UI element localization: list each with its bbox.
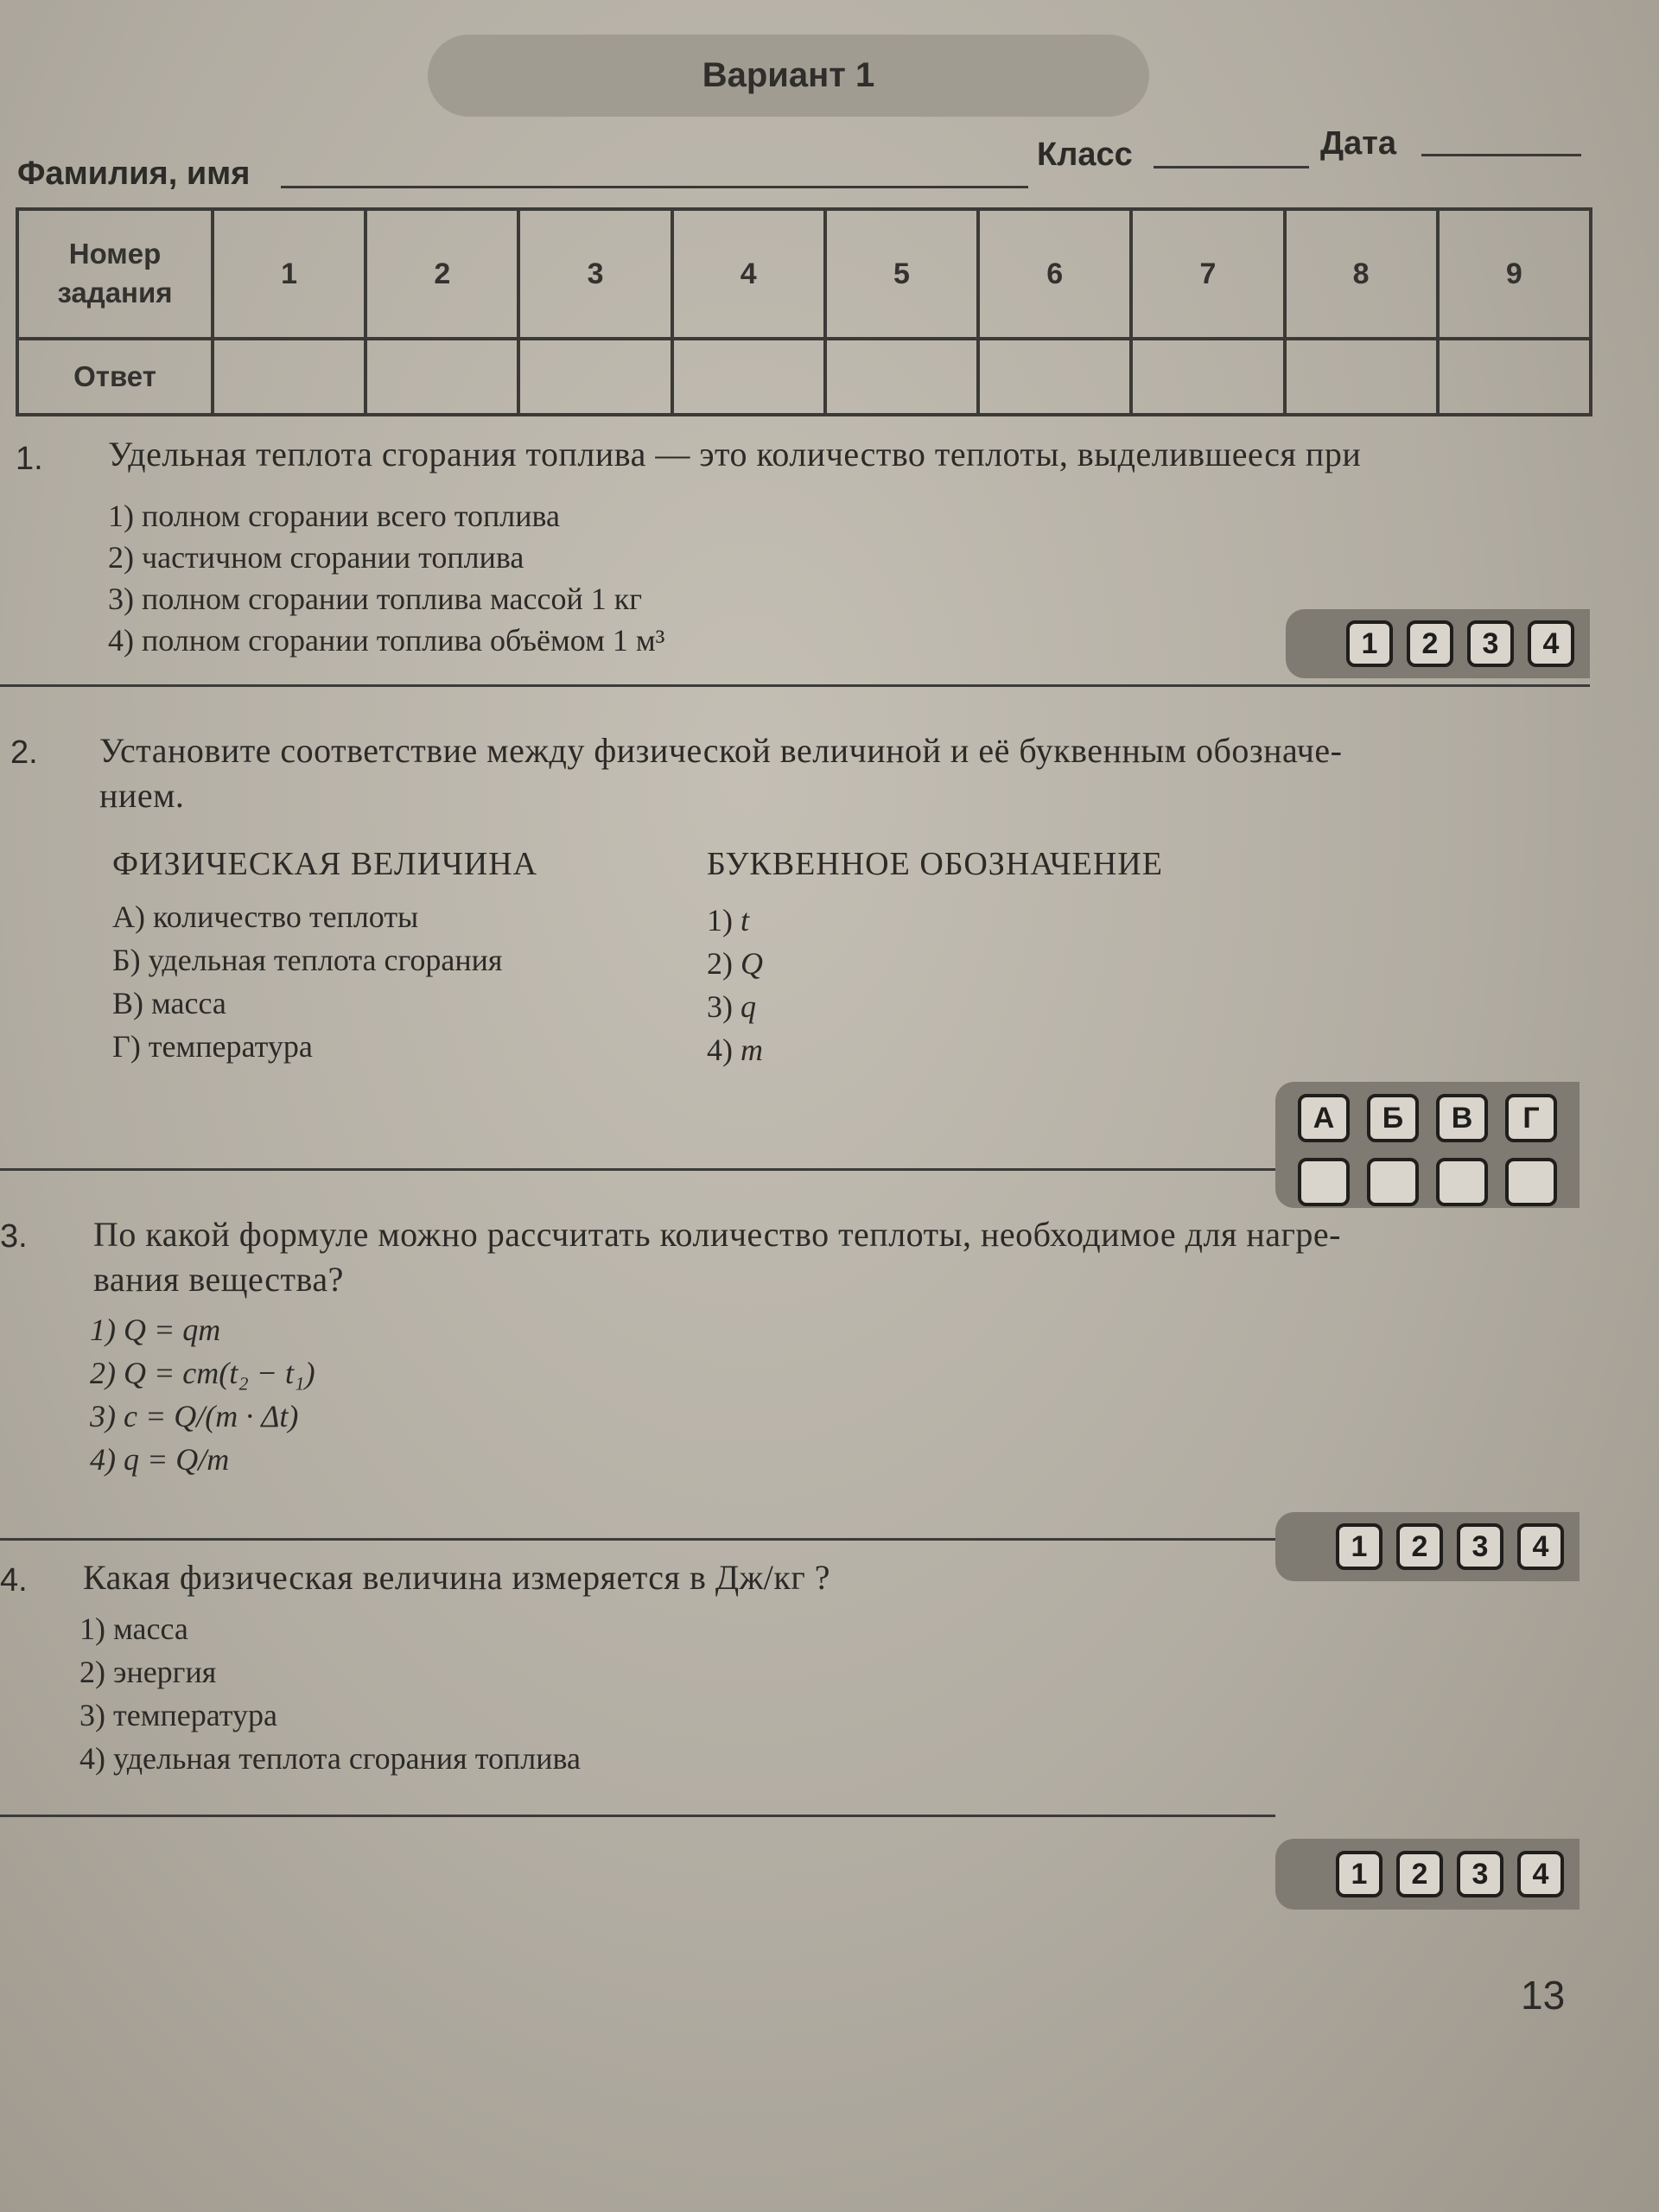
task-number-cell: 8 — [1285, 209, 1438, 339]
q2-right-symbol: m — [741, 1033, 763, 1067]
class-line — [1154, 166, 1309, 168]
q3-number: 3. — [0, 1218, 28, 1255]
q1-number: 1. — [16, 441, 43, 477]
q2-right-item — [707, 945, 763, 982]
q4-number: 4. — [0, 1562, 28, 1599]
task-number-cell: 7 — [1131, 209, 1284, 339]
page-number: 13 — [1521, 1973, 1566, 2018]
q1-answer-box[interactable]: 2 — [1407, 620, 1453, 667]
q2-right-num: 3) — [707, 989, 733, 1024]
q2-answer-box[interactable] — [1436, 1158, 1488, 1206]
q2-left-item: Б) удельная теплота сгорания — [112, 943, 503, 977]
q2-answer-grid — [1275, 1082, 1580, 1208]
q4-answer-box[interactable]: 3 — [1457, 1851, 1503, 1897]
task-number-cell: 9 — [1438, 209, 1591, 339]
answers-table — [16, 207, 1592, 416]
answer-cell[interactable] — [518, 339, 671, 415]
divider — [0, 1168, 1275, 1171]
answer-cell[interactable] — [825, 339, 978, 415]
divider — [0, 1815, 1275, 1817]
q2-answer-box[interactable] — [1505, 1158, 1557, 1206]
q1-answer-box[interactable]: 3 — [1467, 620, 1514, 667]
q1-option-3: 3) полном сгорании топлива массой 1 кг — [108, 582, 642, 616]
q3-answer-box[interactable]: 1 — [1336, 1523, 1382, 1570]
q4-answer-box[interactable]: 4 — [1517, 1851, 1564, 1897]
q2-left-item: А) количество теплоты — [112, 899, 419, 934]
q2-letter-box: Г — [1505, 1094, 1557, 1142]
answer-cell[interactable] — [1131, 339, 1284, 415]
date-line — [1421, 154, 1581, 156]
q3-option-3: 3) c = Q/(m · Δt) — [90, 1399, 299, 1433]
q2-right-symbol: t — [741, 903, 750, 938]
q1-option-2: 2) частичном сгорании топлива — [108, 540, 524, 575]
q3-answer-bar — [1275, 1512, 1580, 1581]
answer-cell[interactable] — [1285, 339, 1438, 415]
variant-title: Вариант 1 — [428, 35, 1149, 117]
task-number-header — [17, 209, 213, 339]
answer-cell[interactable] — [672, 339, 825, 415]
q2-left-item: Г) температура — [112, 1029, 313, 1064]
divider — [0, 1538, 1275, 1541]
q1-answer-box[interactable]: 4 — [1528, 620, 1574, 667]
q2-right-item — [707, 1032, 763, 1068]
q4-text: Какая физическая величина измеряется в Дж/кг ? — [83, 1558, 830, 1597]
q3-option-4: 4) q = Q/m — [90, 1442, 230, 1477]
q2-answer-box[interactable] — [1298, 1158, 1350, 1206]
q2-right-item — [707, 988, 756, 1025]
q3-text-line1: По какой формуле можно рассчитать количество теплоты, необходимое для нагре- — [93, 1215, 1341, 1254]
q3-text-line2: вания вещества? — [93, 1260, 344, 1299]
task-number-cell: 4 — [672, 209, 825, 339]
q2-left-item: В) масса — [112, 986, 226, 1020]
q2-right-item — [707, 902, 749, 938]
q1-text: Удельная теплота сгорания топлива — это количество теплоты, выделившееся при — [108, 435, 1362, 474]
q2-right-symbol: q — [741, 989, 756, 1024]
q2-number: 2. — [10, 734, 38, 771]
name-label: Фамилия, имя — [17, 156, 251, 192]
q3-option-2: 2) Q = cm(t₂ − t₁) — [90, 1356, 315, 1390]
q4-answer-box[interactable]: 1 — [1336, 1851, 1382, 1897]
q1-option-1: 1) полном сгорании всего топлива — [108, 499, 561, 533]
answer-cell[interactable] — [1438, 339, 1591, 415]
answer-cell[interactable] — [213, 339, 365, 415]
task-number-cell: 5 — [825, 209, 978, 339]
q4-option-1: 1) масса — [79, 1611, 188, 1646]
task-number-row — [17, 209, 1591, 339]
q1-answer-box[interactable]: 1 — [1346, 620, 1393, 667]
divider — [0, 684, 1590, 687]
task-number-cell: 1 — [213, 209, 365, 339]
q2-left-heading: ФИЗИЧЕСКАЯ ВЕЛИЧИНА — [112, 846, 538, 882]
q2-right-num: 1) — [707, 903, 733, 938]
q4-answer-bar — [1275, 1839, 1580, 1910]
q3-answer-box[interactable]: 3 — [1457, 1523, 1503, 1570]
q4-option-2: 2) энергия — [79, 1655, 217, 1689]
q4-answer-box[interactable]: 2 — [1396, 1851, 1443, 1897]
task-number-cell: 3 — [518, 209, 671, 339]
task-number-label-1: Номер — [68, 238, 162, 270]
answer-cell[interactable] — [365, 339, 518, 415]
task-number-cell: 6 — [978, 209, 1131, 339]
name-line — [281, 186, 1028, 188]
answer-row — [17, 339, 1591, 415]
q3-answer-box[interactable]: 4 — [1517, 1523, 1564, 1570]
date-label: Дата — [1320, 125, 1396, 162]
answer-cell[interactable] — [978, 339, 1131, 415]
q1-answer-bar — [1286, 609, 1590, 678]
q2-letter-box: А — [1298, 1094, 1350, 1142]
answer-header: Ответ — [17, 339, 213, 415]
task-number-cell: 2 — [365, 209, 518, 339]
q2-right-heading: БУКВЕННОЕ ОБОЗНАЧЕНИЕ — [707, 846, 1163, 882]
q2-right-num: 2) — [707, 946, 733, 981]
q2-right-symbol: Q — [741, 946, 763, 981]
q2-text-line2: нием. — [99, 776, 185, 815]
q4-option-4: 4) удельная теплота сгорания топлива — [79, 1741, 581, 1776]
q2-letter-box: В — [1436, 1094, 1488, 1142]
class-label: Класс — [1037, 137, 1133, 173]
q1-option-4: 4) полном сгорании топлива объёмом 1 м³ — [108, 623, 665, 658]
q2-text-line1: Установите соответствие между физической величиной и её буквенным обозначе- — [99, 731, 1343, 770]
q2-answer-box[interactable] — [1367, 1158, 1419, 1206]
q2-right-num: 4) — [707, 1033, 733, 1067]
q3-option-1: 1) Q = qm — [90, 1313, 221, 1347]
q2-letter-box: Б — [1367, 1094, 1419, 1142]
task-number-label-2: задания — [57, 276, 173, 308]
q4-option-3: 3) температура — [79, 1698, 278, 1732]
q3-answer-box[interactable]: 2 — [1396, 1523, 1443, 1570]
